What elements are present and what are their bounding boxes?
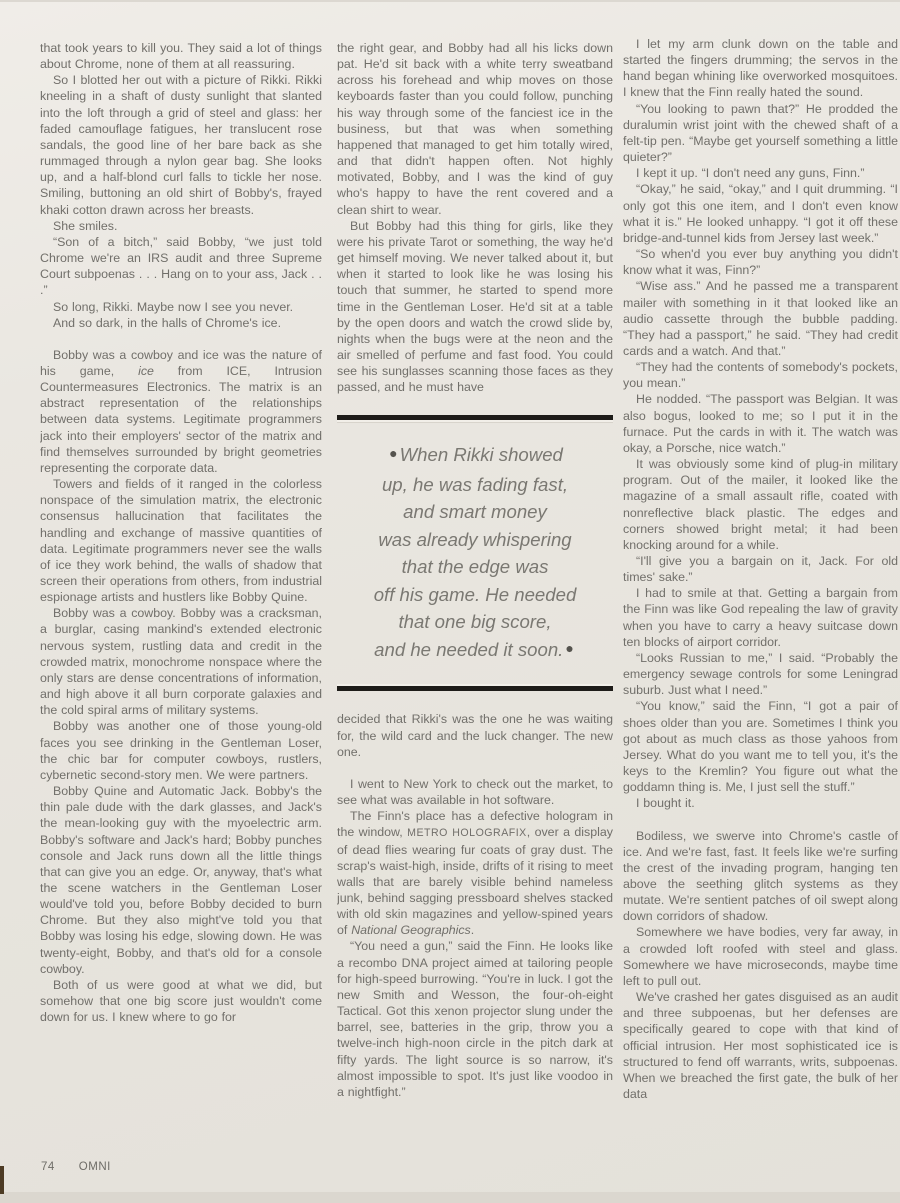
story-paragraph: He nodded. “The passport was Belgian. It was also bogus, looked to me; so I put it in the furnace. Put the cards in with it. The watch was okay, a Porsche, nice watch.” xyxy=(623,392,898,455)
story-paragraph: Bodiless, we swerve into Chrome's castle of ice. And we're fast, fast. It feels like we're surfing the crest of the invading program, hanging ten above the seething glitch systems as they mutate. We're sentient patches of oil swept along down corridors of shadow. xyxy=(623,828,898,924)
story-paragraph: I had to smile at that. Getting a bargain from the Finn was like God repealing the law of gravity when you have to carry a heavy suitcase down ten blocks of airport corridor. xyxy=(623,586,898,649)
story-paragraph: I kept it up. “I don't need any guns, Finn.” xyxy=(636,166,865,181)
story-paragraph: So long, Rikki. Maybe now I see you never. xyxy=(53,299,294,314)
story-paragraph: The Finn's place has a defective hologram in the window, METRO HOLOGRAFIX, over a display of dead flies wearing fur coats of gray dust. The scrap's waist-high, inside, drifts of it rising to meet walls that are barely visible behind nameless junk, behind sagging pressboard shelves stacked with old skin magazines and yellow-spined years of National Geographics. xyxy=(337,809,613,938)
story-paragraph: “So when'd you ever buy anything you didn't know what it was, Finn?” xyxy=(623,247,898,278)
story-paragraph: So I blotted her out with a picture of Rikki. Rikki kneeling in a shaft of dusty sunlight that slanted into the loft through a grid of steel and glass: her faded camouflage fatigues, her translucent rose sandals, the good line of her bare back as she rummaged through a nylon gear bag. She looks up, and a half-blond curl falls to tickle her nose. Smiling, buttoning an old shirt of Bobby's, frayed khaki cotton drawn across her breasts. xyxy=(40,73,322,217)
story-paragraph: “I'll give you a bargain on it, Jack. For old times' sake.” xyxy=(623,554,898,585)
story-paragraph: I bought it. xyxy=(636,796,695,811)
page-footer xyxy=(41,1161,111,1173)
story-paragraph: Somewhere we have bodies, very far away, in a crowded loft roofed with steel and glass. Somewhere we have microseconds, maybe time left to pull out. xyxy=(623,925,898,988)
pull-quote-block xyxy=(337,415,613,691)
story-paragraph: “They had the contents of somebody's pockets, you mean.” xyxy=(623,360,898,391)
story-paragraph: “Okay,” he said, “okay,” and I quit drumming. “I only got this one item, and I don't even know what it is.” He looked unhappy. “I got it off these bridge-and-tunnel kids from Jersey last week.” xyxy=(623,182,898,245)
story-paragraph: It was obviously some kind of plug-in military program. Out of the mailer, it looked like the magazine of a small assault rifle, coated with nonreflective black plastic. The edges and corners showed bright metal; it had been knocking around for a while. xyxy=(623,457,898,552)
story-paragraph: “Looks Russian to me,” I said. “Probably the emergency sewage controls for some Leningrad suburb. Just what I need.” xyxy=(623,650,898,698)
text-column-left xyxy=(40,40,322,1162)
story-paragraph: I let my arm clunk down on the table and started the fingers drumming; the servos in the hand began whining like overworked mosquitoes. I knew that the Finn really hated the sound. xyxy=(623,37,898,100)
story-paragraph: We've crashed her gates disguised as an audit and three subpoenas, but her defenses are specifically geared to cope with that kind of official intrusion. Her most sophisticated ice is structured to fend off warrants, writs, subpoenas. When we breached the first gate, the bulk of her data xyxy=(623,990,898,1101)
text-column-right xyxy=(623,36,898,1158)
story-paragraph: But Bobby had this thing for girls, like they were his private Tarot or something, the way he'd get himself moving. We never talked about it, but when it started to look like he was losing his touch that summer, he started to spend more time in the Gentleman Loser. He'd sit at a table by the open doors and watch the crowd slide by, nights when the bugs were at the neon and the air smelled of perfume and fast food. You could see his sunglasses scanning those faces as they passed, and he must have xyxy=(337,218,613,395)
story-paragraph: “Wise ass.” And he passed me a transparent mailer with something in it that looked like an audio cassette through the bubble padding. “They had a passport,” he said. “They had credit cards and a watch. And that.” xyxy=(623,279,898,358)
close-quote-icon: ● xyxy=(565,639,574,656)
story-paragraph: “You know,” said the Finn, “I got a pair of shoes older than you are. Sometimes I think you got about as much class as those yahoos from Jersey. What do you want me to tell you, it's the keys to the Kremlin? You figure out what the goddamn thing is. Me, I just sell the stuff.” xyxy=(623,699,898,795)
story-paragraph: Towers and fields of it ranged in the colorless nonspace of the simulation matrix, the electronic consensus hallucination that facilitates the handling and exchange of massive quantities of data. Legitimate programmers never see the walls of ice they work behind, the walls of shadow that screen their operations from others, from industrial espionage artists and hustlers like Bobby Quine. xyxy=(40,477,322,605)
page-number: 74 xyxy=(41,1161,55,1173)
story-paragraph: the right gear, and Bobby had all his licks down pat. He'd sit back with a white terry sweatband across his forehead and whip moves on those keyboards faster than you could follow, punching his way through some of the fanciest ice in the business, but that was when something happened that managed to get him totally wired, and that didn't happen often. Not highly motivated, Bobby, and I was the kind of guy who's happy to have the rent covered and a clean shirt to wear. xyxy=(337,41,613,217)
story-paragraph: I went to New York to check out the market, to see what was available in hot software. xyxy=(337,776,613,808)
story-paragraph: Bobby Quine and Automatic Jack. Bobby's the thin pale dude with the dark glasses, and Jack's the mean-looking guy with the myoelectric arm. Bobby's software and Jack's hard; Bobby punches console and Jack runs down all the little things that can give you an edge. Or, anyway, that's what the scene watchers in the Gentleman Loser would've told you, before Bobby decided to burn Chrome. But they also might've told you that Bobby was losing his edge, slowing down. He was twenty-eight, Bobby, and that's old for a console cowboy. xyxy=(40,784,322,976)
story-paragraph: that took years to kill you. They said a lot of things about Chrome, none of them at all reassuring. xyxy=(40,41,322,72)
story-paragraph: Bobby was a cowboy. Bobby was a cracksman, a burglar, casing mankind's extended electronic nervous system, rustling data and credit in the crowded matrix, monochrome nonspace where the only stars are dense concentrations of information, and high above it all burn corporate galaxies and the cold spiral arms of military systems. xyxy=(40,606,322,718)
pull-quote-rule-bottom xyxy=(337,686,613,691)
open-quote-icon: ● xyxy=(389,445,398,462)
page-top-edge xyxy=(0,0,900,2)
magazine-title: OMNI xyxy=(78,1161,111,1173)
story-paragraph: Bobby was a cowboy and ice was the nature of his game, ice from ICE, Intrusion Countermeasures Electronics. The matrix is an abstract representation of the relationships between data systems. Legitimate programmers jack into their employers' sector of the matrix and find themselves surrounded by bright geometries representing the corporate data. xyxy=(40,347,322,475)
story-paragraph: “Son of a bitch,” said Bobby, “we just told Chrome we're an IRS audit and three Supreme Court subpoenas . . . Hang on to your ass, Jack . . .” xyxy=(40,234,322,298)
story-paragraph: “You need a gun,” said the Finn. He looks like a recombo DNA project aimed at tailoring people for high-speed burrowing. “You're in luck. I got the new Smith and Wesson, the four-oh-eight Tactical. Got this xenon projector slung under the barrel, see, batteries in the grip, throw you a twelve-inch high-noon circle in the pitch dark at fifty yards. The light source is so narrow, it's almost impossible to spot. It's just like voodoo in a nightfight.” xyxy=(337,939,613,1099)
page-corner-shadow xyxy=(0,1166,4,1194)
page-bottom-edge xyxy=(0,1192,900,1203)
pull-quote-text: ● When Rikki showed up, he was fading fast, and smart money was already whispering that the edge was off his game. He needed that one big score, and he needed it soon. ● xyxy=(373,444,577,660)
story-paragraph: “You looking to pawn that?” He prodded the duralumin wrist joint with the chewed shaft of a felt-tip pen. “Maybe get yourself something a little quieter?” xyxy=(623,101,898,165)
text-column-middle xyxy=(337,40,613,1162)
story-paragraph: Bobby was another one of those young-old faces you see drinking in the Gentleman Loser, the chic bar for computer cowboys, rustlers, cybernetic second-story men. We were partners. xyxy=(40,719,322,782)
story-paragraph: She smiles. xyxy=(53,218,118,233)
story-paragraph: decided that Rikki's was the one he was waiting for, the wild card and the luck changer. The new one. xyxy=(337,712,613,759)
story-paragraph: Both of us were good at what we did, but somehow that one big score just wouldn't come down for us. I knew where to go for xyxy=(40,977,322,1025)
story-paragraph: And so dark, in the halls of Chrome's ice. xyxy=(53,315,282,330)
